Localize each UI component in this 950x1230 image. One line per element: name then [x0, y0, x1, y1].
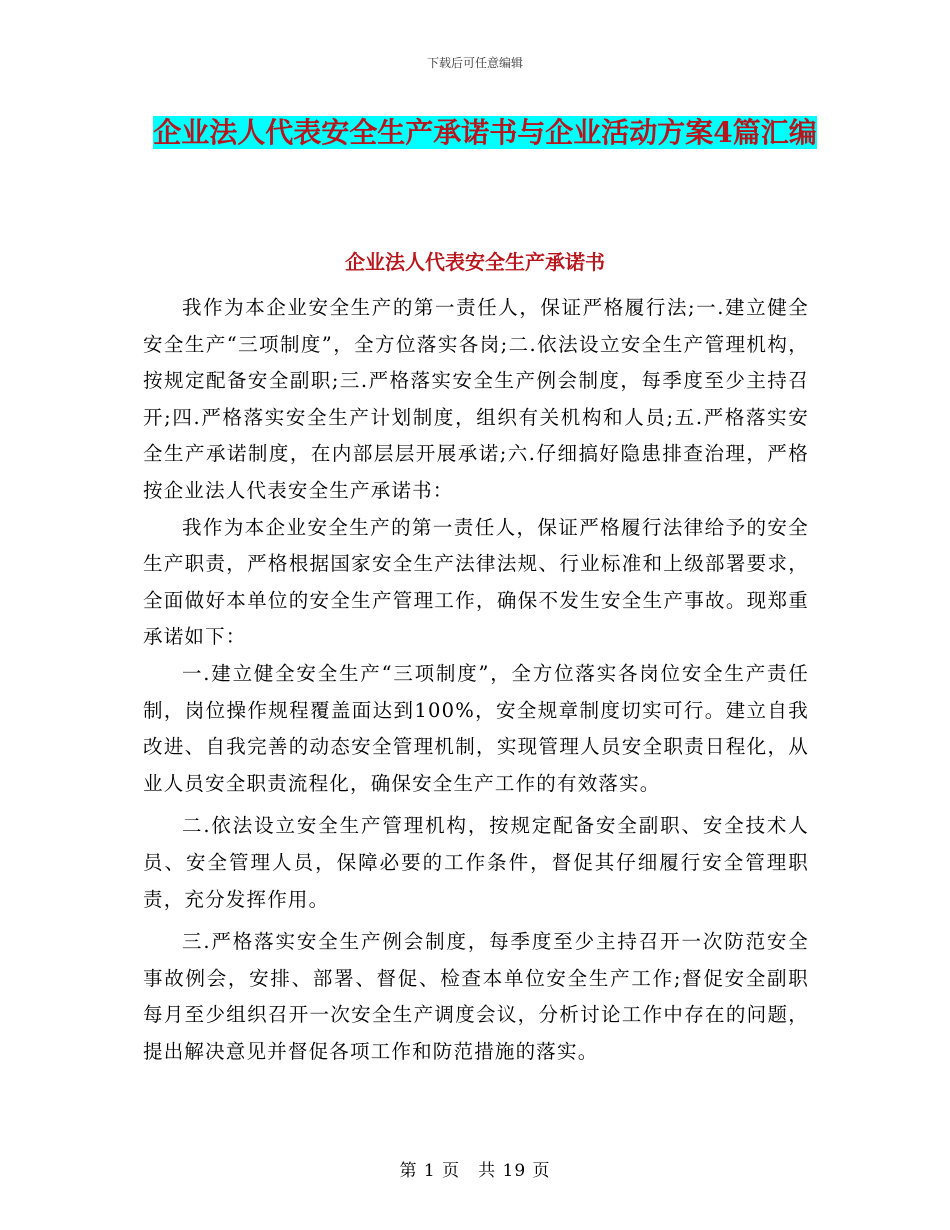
current-page-number: 1 [423, 1161, 436, 1181]
document-title-text: 企业法人代表安全生产承诺书与企业活动方案4篇汇编 [153, 116, 817, 149]
header-note: 下载后可任意编辑 [426, 56, 523, 70]
section-title: 企业法人代表安全生产承诺书 [345, 250, 605, 274]
footer-suffix: 页 [532, 1161, 551, 1181]
paragraph: 二.依法设立安全生产管理机构，按规定配备安全副职、安全技术人员、安全管理人员，保障必要的工作条件，督促其仔细履行安全管理职责，充分发挥作用。 [143, 814, 809, 911]
page-number-footer [0, 1156, 950, 1181]
paragraph: 我作为本企业安全生产的第一责任人，保证严格履行法;一.建立健全安全生产“三项制度”，全方位落实各岗;二.依法设立安全生产管理机构，按规定配备安全副职;三.严格落实安全生产例会制度，每季度至少主持召开;四.严格落实安全生产计划制度，组织有关机构和人员;五.严格落实安全生产承诺制度，在内部层层开展承诺;六.仔细搞好隐患排查治理，严格按企业法人代表安全生产承诺书： [143, 296, 809, 502]
document-title [140, 110, 830, 156]
paragraph: 一.建立健全安全生产“三项制度”，全方位落实各岗位安全生产责任制，岗位操作规程覆盖面达到100%，安全规章制度切实可行。建立自我改进、自我完善的动态安全管理机制，实现管理人员安全职责日程化，从业人员安全职责流程化，确保安全生产工作的有效落实。 [143, 661, 809, 795]
paragraph: 我作为本企业安全生产的第一责任人，保证严格履行法律给予的安全生产职责，严格根据国家安全生产法律法规、行业标准和上级部署要求，全面做好本单位的安全生产管理工作，确保不发生安全生产事故。现郑重承诺如下： [143, 515, 809, 649]
total-pages-number: 19 [502, 1161, 527, 1181]
body-text [143, 290, 809, 1070]
paragraph: 三.严格落实安全生产例会制度，每季度至少主持召开一次防范安全事故例会，安排、部署、督促、检查本单位安全生产工作;督促安全副职每月至少组织召开一次安全生产调度会议，分析讨论工作中存在的问题，提出解决意见并督促各项工作和防范措施的落实。 [143, 930, 809, 1063]
footer-middle: 页 共 [442, 1161, 497, 1181]
footer-prefix: 第 [399, 1161, 418, 1181]
